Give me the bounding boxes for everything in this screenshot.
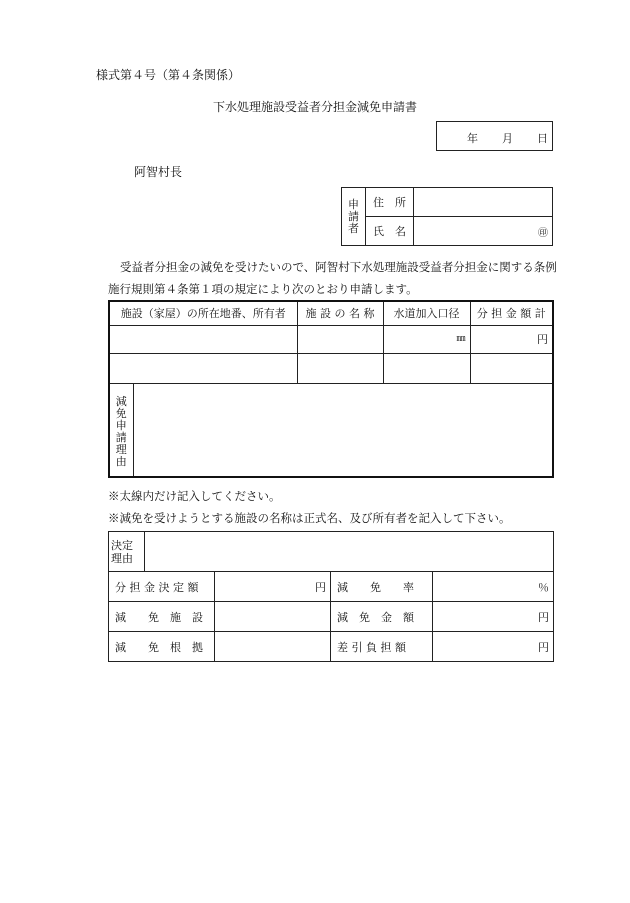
reduction-basis-field[interactable] [215,632,331,662]
unit-mm: ㎜ [456,333,466,344]
reduction-basis-label: 減 免 根 拠 [109,632,215,662]
date-day-label: 日 [537,132,548,145]
reduction-reason-label [109,383,133,477]
note-facility-name: ※減免を受けようとする施設の名称は正式名、及び所有者を記入して下さい。 [108,511,511,525]
body-text-line1: 受益者分担金の減免を受けたいので、阿智村下水処理施設受益者分担金に関する条例 [120,260,557,274]
header-total-amount: 分 担 金 額 計 [470,301,553,325]
decided-amount-label: 分 担 金 決 定 額 [109,572,215,602]
water-diameter-field[interactable] [383,353,470,383]
decision-label-line: 決定 [111,538,133,552]
header-location: 施設（家屋）の所在地番、所有者 [109,301,297,325]
header-water-diameter: 水道加入口径 [383,301,470,325]
name-label: 氏 名 [366,217,414,246]
reason-label-char: 由 [115,454,127,468]
location-field[interactable] [109,325,297,353]
decision-reason-field[interactable] [145,532,554,572]
reason-label-char: 減 [115,394,127,408]
unit-yen: 円 [538,640,549,654]
address-field[interactable] [414,188,553,217]
reduction-amount-field[interactable] [433,602,554,632]
date-box [436,121,553,151]
addressee: 阿智村長 [134,165,183,179]
decision-table [108,531,554,662]
net-burden-field[interactable] [433,632,554,662]
applicant-label [342,188,366,246]
reduction-facility-label: 減 免 施 設 [109,602,215,632]
name-field[interactable] [414,217,553,246]
reason-label-char: 請 [115,430,127,444]
total-amount-field[interactable] [470,353,553,383]
unit-yen: 円 [538,610,549,624]
facility-name-field[interactable] [297,325,383,353]
reason-label-char: 免 [115,406,127,420]
applicant-label-char: 者 [348,221,359,235]
form-number: 様式第４号（第４条関係） [96,68,241,82]
unit-percent: ％ [538,580,549,594]
applicant-table [341,187,553,246]
unit-yen: 円 [315,580,326,594]
water-diameter-field[interactable] [383,325,470,353]
reduction-amount-label: 減 免 金 額 [331,602,433,632]
reason-label-char: 理 [115,442,127,456]
note-thick-border: ※太線内だけ記入してください。 [108,489,281,503]
header-facility-name: 施 設 の 名 称 [297,301,383,325]
decision-label-line: 理由 [111,551,133,565]
location-field[interactable] [109,353,297,383]
decision-reason-label [109,532,145,572]
applicant-label-char: 申 [348,197,359,211]
reduction-reason-field[interactable] [133,383,553,477]
unit-yen: 円 [537,332,548,346]
decided-amount-field[interactable] [215,572,331,602]
address-label: 住 所 [366,188,414,217]
net-burden-label: 差 引 負 担 額 [331,632,433,662]
date-year-label: 年 [467,132,478,145]
total-amount-field[interactable] [470,325,553,353]
application-table [108,300,554,478]
facility-name-field[interactable] [297,353,383,383]
reduction-rate-field[interactable] [433,572,554,602]
reduction-facility-field[interactable] [215,602,331,632]
reduction-rate-label: 減 免 率 [331,572,433,602]
seal-icon: ㊞ [538,227,548,239]
applicant-label-char: 請 [348,209,359,223]
date-month-label: 月 [502,132,513,145]
reason-label-char: 申 [115,418,127,432]
page-title: 下水処理施設受益者分担金減免申請書 [212,100,417,114]
body-text-line2: 施行規則第４条第１項の規定により次のとおり申請します。 [108,282,418,296]
